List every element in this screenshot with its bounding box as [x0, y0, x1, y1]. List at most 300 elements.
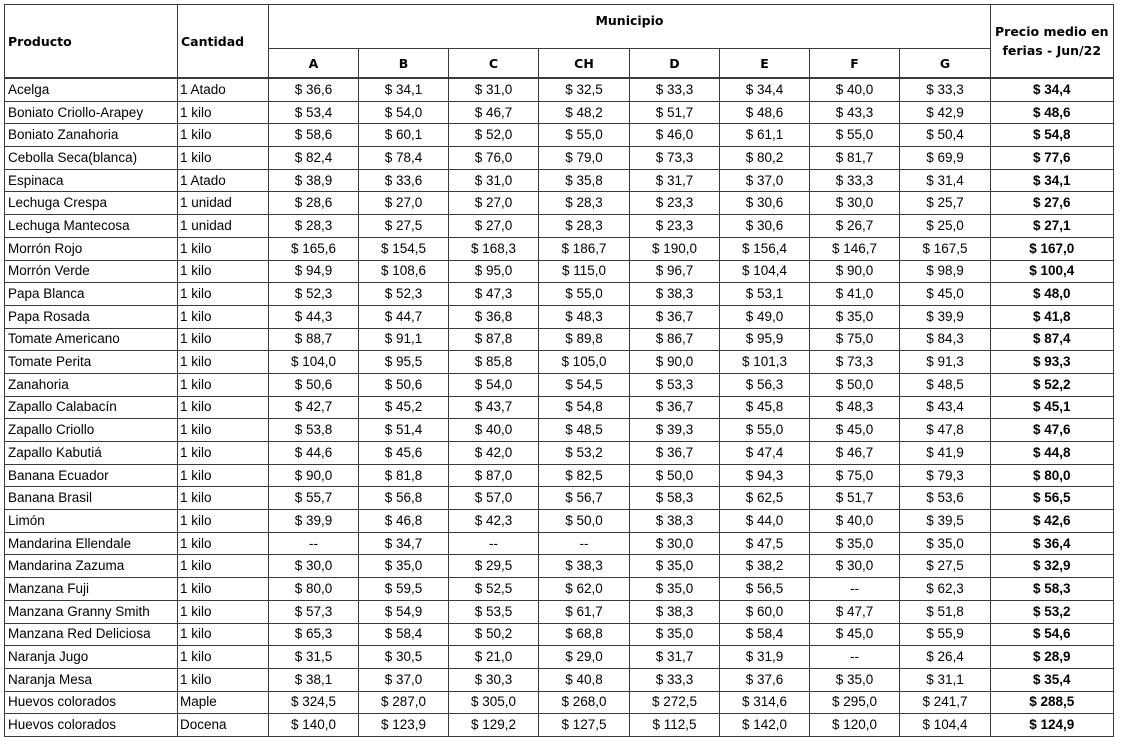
product-cell: Boniato Zanahoria — [5, 124, 178, 147]
price-cell-c: -- — [449, 532, 539, 555]
price-cell-ch: $ 127,5 — [539, 714, 630, 737]
price-cell-e: $ 56,3 — [720, 373, 810, 396]
price-cell-c: $ 52,5 — [449, 578, 539, 601]
price-cell-d: $ 36,7 — [630, 305, 720, 328]
table-row — [5, 646, 1114, 669]
header-quantity: Cantidad — [178, 5, 269, 79]
price-cell-e: $ 34,4 — [720, 78, 810, 101]
table-row — [5, 623, 1114, 646]
price-cell-d: $ 272,5 — [630, 691, 720, 714]
product-cell: Limón — [5, 510, 178, 533]
price-cell-b: $ 56,8 — [359, 487, 449, 510]
quantity-cell: 1 kilo — [178, 260, 269, 283]
price-cell-f: $ 295,0 — [810, 691, 900, 714]
price-cell-e: $ 47,5 — [720, 532, 810, 555]
price-cell-a: $ 165,6 — [269, 237, 359, 260]
price-cell-d: $ 96,7 — [630, 260, 720, 283]
quantity-cell: 1 Atado — [178, 78, 269, 101]
price-cell-ch: $ 54,8 — [539, 396, 630, 419]
price-cell-d: $ 73,3 — [630, 147, 720, 170]
price-cell-ch: $ 53,2 — [539, 442, 630, 465]
quantity-cell: 1 unidad — [178, 215, 269, 238]
price-cell-g: $ 35,0 — [900, 532, 991, 555]
price-cell-a: $ 44,3 — [269, 305, 359, 328]
table-row — [5, 215, 1114, 238]
table-row — [5, 600, 1114, 623]
price-cell-f: $ 45,0 — [810, 623, 900, 646]
average-price-cell: $ 48,0 — [991, 283, 1114, 306]
price-cell-c: $ 21,0 — [449, 646, 539, 669]
header-municipality-f: F — [810, 49, 900, 79]
price-cell-a: $ 58,6 — [269, 124, 359, 147]
price-cell-c: $ 95,0 — [449, 260, 539, 283]
price-cell-f: $ 51,7 — [810, 487, 900, 510]
table-row — [5, 691, 1114, 714]
price-cell-b: $ 78,4 — [359, 147, 449, 170]
product-cell: Tomate Americano — [5, 328, 178, 351]
price-cell-a: $ 104,0 — [269, 351, 359, 374]
price-cell-f: $ 35,0 — [810, 668, 900, 691]
price-cell-e: $ 55,0 — [720, 419, 810, 442]
table-row — [5, 192, 1114, 215]
price-cell-f: $ 73,3 — [810, 351, 900, 374]
price-cell-f: $ 41,0 — [810, 283, 900, 306]
price-cell-a: $ 38,9 — [269, 169, 359, 192]
average-price-cell: $ 167,0 — [991, 237, 1114, 260]
table-row — [5, 578, 1114, 601]
average-price-cell: $ 52,2 — [991, 373, 1114, 396]
average-price-cell: $ 27,6 — [991, 192, 1114, 215]
price-cell-f: -- — [810, 646, 900, 669]
quantity-cell: 1 kilo — [178, 124, 269, 147]
price-cell-d: $ 33,3 — [630, 78, 720, 101]
price-cell-g: $ 55,9 — [900, 623, 991, 646]
price-cell-b: $ 34,7 — [359, 532, 449, 555]
price-cell-g: $ 31,4 — [900, 169, 991, 192]
price-cell-a: $ 90,0 — [269, 464, 359, 487]
quantity-cell: 1 kilo — [178, 442, 269, 465]
price-cell-e: $ 37,6 — [720, 668, 810, 691]
price-cell-c: $ 30,3 — [449, 668, 539, 691]
table-row — [5, 283, 1114, 306]
price-cell-f: $ 30,0 — [810, 555, 900, 578]
price-cell-ch: $ 79,0 — [539, 147, 630, 170]
average-price-cell: $ 53,2 — [991, 600, 1114, 623]
price-cell-b: $ 59,5 — [359, 578, 449, 601]
average-price-cell: $ 87,4 — [991, 328, 1114, 351]
price-cell-d: $ 36,7 — [630, 396, 720, 419]
header-average-price-line1: Precio medio en — [995, 24, 1109, 39]
product-cell: Mandarina Zazuma — [5, 555, 178, 578]
price-cell-e: $ 38,2 — [720, 555, 810, 578]
price-cell-a: $ 36,6 — [269, 78, 359, 101]
price-cell-f: $ 55,0 — [810, 124, 900, 147]
price-cell-c: $ 27,0 — [449, 192, 539, 215]
quantity-cell: 1 kilo — [178, 328, 269, 351]
table-row — [5, 668, 1114, 691]
price-cell-a: $ 88,7 — [269, 328, 359, 351]
price-cell-a: $ 324,5 — [269, 691, 359, 714]
average-price-cell: $ 77,6 — [991, 147, 1114, 170]
price-cell-c: $ 57,0 — [449, 487, 539, 510]
price-cell-ch: $ 40,8 — [539, 668, 630, 691]
average-price-cell: $ 34,4 — [991, 78, 1114, 101]
product-cell: Mandarina Ellendale — [5, 532, 178, 555]
price-cell-b: $ 45,2 — [359, 396, 449, 419]
price-cell-c: $ 31,0 — [449, 78, 539, 101]
price-cell-c: $ 76,0 — [449, 147, 539, 170]
table-row — [5, 260, 1114, 283]
price-cell-a: $ 28,3 — [269, 215, 359, 238]
price-cell-a: $ 53,4 — [269, 101, 359, 124]
average-price-cell: $ 124,9 — [991, 714, 1114, 737]
table-row — [5, 442, 1114, 465]
quantity-cell: 1 kilo — [178, 351, 269, 374]
price-cell-c: $ 47,3 — [449, 283, 539, 306]
product-cell: Manzana Red Deliciosa — [5, 623, 178, 646]
table-row — [5, 532, 1114, 555]
price-cell-ch: $ 32,5 — [539, 78, 630, 101]
price-cell-d: $ 23,3 — [630, 192, 720, 215]
price-table — [4, 4, 1114, 737]
price-cell-g: $ 79,3 — [900, 464, 991, 487]
quantity-cell: 1 kilo — [178, 555, 269, 578]
price-cell-f: $ 35,0 — [810, 532, 900, 555]
price-cell-f: $ 46,7 — [810, 442, 900, 465]
header-product: Producto — [5, 5, 178, 79]
table-row — [5, 78, 1114, 101]
product-cell: Zanahoria — [5, 373, 178, 396]
price-cell-b: $ 35,0 — [359, 555, 449, 578]
price-cell-g: $ 91,3 — [900, 351, 991, 374]
quantity-cell: 1 kilo — [178, 487, 269, 510]
price-table-container — [4, 4, 1114, 737]
price-cell-g: $ 48,5 — [900, 373, 991, 396]
price-cell-e: $ 44,0 — [720, 510, 810, 533]
price-cell-f: $ 30,0 — [810, 192, 900, 215]
price-cell-d: $ 30,0 — [630, 532, 720, 555]
quantity-cell: 1 kilo — [178, 283, 269, 306]
average-price-cell: $ 36,4 — [991, 532, 1114, 555]
quantity-cell: 1 kilo — [178, 373, 269, 396]
average-price-cell: $ 41,8 — [991, 305, 1114, 328]
average-price-cell: $ 32,9 — [991, 555, 1114, 578]
price-cell-e: $ 61,1 — [720, 124, 810, 147]
price-cell-a: $ 65,3 — [269, 623, 359, 646]
price-cell-d: $ 190,0 — [630, 237, 720, 260]
table-row — [5, 351, 1114, 374]
price-cell-ch: $ 54,5 — [539, 373, 630, 396]
price-cell-ch: $ 28,3 — [539, 192, 630, 215]
quantity-cell: 1 kilo — [178, 147, 269, 170]
table-row — [5, 124, 1114, 147]
price-cell-d: $ 90,0 — [630, 351, 720, 374]
price-cell-b: $ 108,6 — [359, 260, 449, 283]
average-price-cell: $ 288,5 — [991, 691, 1114, 714]
price-cell-g: $ 26,4 — [900, 646, 991, 669]
price-cell-g: $ 47,8 — [900, 419, 991, 442]
price-cell-g: $ 31,1 — [900, 668, 991, 691]
price-cell-b: $ 52,3 — [359, 283, 449, 306]
price-cell-e: $ 30,6 — [720, 192, 810, 215]
table-row — [5, 373, 1114, 396]
price-cell-f: $ 75,0 — [810, 328, 900, 351]
price-cell-d: $ 23,3 — [630, 215, 720, 238]
price-cell-d: $ 38,3 — [630, 510, 720, 533]
price-cell-c: $ 46,7 — [449, 101, 539, 124]
header-municipality-b: B — [359, 49, 449, 79]
price-cell-c: $ 168,3 — [449, 237, 539, 260]
product-cell: Banana Ecuador — [5, 464, 178, 487]
price-cell-e: $ 314,6 — [720, 691, 810, 714]
product-cell: Cebolla Seca(blanca) — [5, 147, 178, 170]
price-cell-d: $ 31,7 — [630, 169, 720, 192]
price-cell-f: $ 90,0 — [810, 260, 900, 283]
price-cell-f: $ 40,0 — [810, 510, 900, 533]
price-cell-a: $ 44,6 — [269, 442, 359, 465]
price-cell-f: $ 47,7 — [810, 600, 900, 623]
product-cell: Morrón Rojo — [5, 237, 178, 260]
product-cell: Papa Blanca — [5, 283, 178, 306]
price-cell-b: $ 91,1 — [359, 328, 449, 351]
price-cell-ch: $ 28,3 — [539, 215, 630, 238]
price-cell-g: $ 53,6 — [900, 487, 991, 510]
price-cell-a: $ 42,7 — [269, 396, 359, 419]
header-municipality-g: G — [900, 49, 991, 79]
average-price-cell: $ 54,8 — [991, 124, 1114, 147]
price-cell-a: $ 31,5 — [269, 646, 359, 669]
header-municipality-e: E — [720, 49, 810, 79]
price-cell-ch: $ 48,3 — [539, 305, 630, 328]
quantity-cell: 1 kilo — [178, 464, 269, 487]
table-row — [5, 305, 1114, 328]
table-row — [5, 487, 1114, 510]
price-cell-ch: $ 50,0 — [539, 510, 630, 533]
price-cell-b: $ 95,5 — [359, 351, 449, 374]
price-cell-a: $ 94,9 — [269, 260, 359, 283]
price-cell-g: $ 43,4 — [900, 396, 991, 419]
price-cell-a: $ 28,6 — [269, 192, 359, 215]
average-price-cell: $ 45,1 — [991, 396, 1114, 419]
price-cell-a: $ 30,0 — [269, 555, 359, 578]
price-cell-ch: $ 105,0 — [539, 351, 630, 374]
price-cell-ch: $ 62,0 — [539, 578, 630, 601]
price-cell-a: -- — [269, 532, 359, 555]
price-cell-a: $ 39,9 — [269, 510, 359, 533]
price-cell-g: $ 51,8 — [900, 600, 991, 623]
quantity-cell: 1 kilo — [178, 532, 269, 555]
header-municipality-a: A — [269, 49, 359, 79]
price-cell-f: $ 40,0 — [810, 78, 900, 101]
price-cell-g: $ 45,0 — [900, 283, 991, 306]
product-cell: Huevos colorados — [5, 714, 178, 737]
price-cell-g: $ 25,0 — [900, 215, 991, 238]
table-row — [5, 714, 1114, 737]
price-cell-c: $ 36,8 — [449, 305, 539, 328]
price-cell-b: $ 287,0 — [359, 691, 449, 714]
product-cell: Zapallo Calabacín — [5, 396, 178, 419]
quantity-cell: 1 kilo — [178, 510, 269, 533]
price-cell-d: $ 46,0 — [630, 124, 720, 147]
price-cell-b: $ 81,8 — [359, 464, 449, 487]
product-cell: Naranja Mesa — [5, 668, 178, 691]
price-cell-c: $ 87,0 — [449, 464, 539, 487]
price-cell-c: $ 53,5 — [449, 600, 539, 623]
average-price-cell: $ 93,3 — [991, 351, 1114, 374]
price-cell-ch: $ 115,0 — [539, 260, 630, 283]
price-cell-d: $ 50,0 — [630, 464, 720, 487]
price-cell-d: $ 35,0 — [630, 555, 720, 578]
price-cell-b: $ 58,4 — [359, 623, 449, 646]
price-cell-b: $ 50,6 — [359, 373, 449, 396]
price-cell-ch: $ 186,7 — [539, 237, 630, 260]
average-price-cell: $ 35,4 — [991, 668, 1114, 691]
header-municipality-d: D — [630, 49, 720, 79]
price-cell-g: $ 25,7 — [900, 192, 991, 215]
quantity-cell: 1 Atado — [178, 169, 269, 192]
price-cell-f: $ 50,0 — [810, 373, 900, 396]
average-price-cell: $ 56,5 — [991, 487, 1114, 510]
price-cell-f: $ 26,7 — [810, 215, 900, 238]
price-cell-a: $ 55,7 — [269, 487, 359, 510]
quantity-cell: 1 kilo — [178, 623, 269, 646]
table-row — [5, 328, 1114, 351]
quantity-cell: 1 kilo — [178, 305, 269, 328]
price-cell-b: $ 37,0 — [359, 668, 449, 691]
table-row — [5, 555, 1114, 578]
price-cell-b: $ 54,0 — [359, 101, 449, 124]
product-cell: Acelga — [5, 78, 178, 101]
quantity-cell: 1 kilo — [178, 668, 269, 691]
price-cell-e: $ 56,5 — [720, 578, 810, 601]
product-cell: Naranja Jugo — [5, 646, 178, 669]
price-cell-b: $ 154,5 — [359, 237, 449, 260]
price-cell-c: $ 87,8 — [449, 328, 539, 351]
price-cell-g: $ 62,3 — [900, 578, 991, 601]
product-cell: Lechuga Crespa — [5, 192, 178, 215]
price-cell-a: $ 38,1 — [269, 668, 359, 691]
product-cell: Zapallo Criollo — [5, 419, 178, 442]
price-cell-b: $ 45,6 — [359, 442, 449, 465]
quantity-cell: 1 kilo — [178, 237, 269, 260]
price-cell-f: $ 120,0 — [810, 714, 900, 737]
price-cell-f: $ 48,3 — [810, 396, 900, 419]
price-cell-d: $ 53,3 — [630, 373, 720, 396]
table-body — [5, 78, 1114, 736]
price-cell-d: $ 112,5 — [630, 714, 720, 737]
price-cell-f: $ 81,7 — [810, 147, 900, 170]
average-price-cell: $ 54,6 — [991, 623, 1114, 646]
price-cell-g: $ 98,9 — [900, 260, 991, 283]
price-cell-ch: $ 35,8 — [539, 169, 630, 192]
price-cell-b: $ 30,5 — [359, 646, 449, 669]
average-price-cell: $ 58,3 — [991, 578, 1114, 601]
price-cell-ch: $ 48,5 — [539, 419, 630, 442]
price-cell-f: $ 45,0 — [810, 419, 900, 442]
price-cell-c: $ 52,0 — [449, 124, 539, 147]
price-cell-a: $ 80,0 — [269, 578, 359, 601]
price-cell-ch: -- — [539, 532, 630, 555]
product-cell: Boniato Criollo-Arapey — [5, 101, 178, 124]
price-cell-a: $ 52,3 — [269, 283, 359, 306]
price-cell-d: $ 33,3 — [630, 668, 720, 691]
price-cell-ch: $ 38,3 — [539, 555, 630, 578]
price-cell-e: $ 53,1 — [720, 283, 810, 306]
product-cell: Morrón Verde — [5, 260, 178, 283]
price-cell-g: $ 39,5 — [900, 510, 991, 533]
product-cell: Espinaca — [5, 169, 178, 192]
price-cell-g: $ 69,9 — [900, 147, 991, 170]
price-cell-g: $ 33,3 — [900, 78, 991, 101]
price-cell-ch: $ 55,0 — [539, 124, 630, 147]
table-row — [5, 101, 1114, 124]
price-cell-e: $ 37,0 — [720, 169, 810, 192]
price-cell-ch: $ 268,0 — [539, 691, 630, 714]
price-cell-ch: $ 55,0 — [539, 283, 630, 306]
price-cell-ch: $ 82,5 — [539, 464, 630, 487]
price-cell-c: $ 42,3 — [449, 510, 539, 533]
price-cell-c: $ 42,0 — [449, 442, 539, 465]
table-row — [5, 169, 1114, 192]
price-cell-a: $ 140,0 — [269, 714, 359, 737]
price-cell-f: $ 146,7 — [810, 237, 900, 260]
price-cell-f: $ 75,0 — [810, 464, 900, 487]
table-row — [5, 464, 1114, 487]
product-cell: Tomate Perita — [5, 351, 178, 374]
average-price-cell: $ 44,8 — [991, 442, 1114, 465]
price-cell-e: $ 47,4 — [720, 442, 810, 465]
price-cell-g: $ 84,3 — [900, 328, 991, 351]
price-cell-g: $ 42,9 — [900, 101, 991, 124]
average-price-cell: $ 47,6 — [991, 419, 1114, 442]
average-price-cell: $ 48,6 — [991, 101, 1114, 124]
price-cell-b: $ 34,1 — [359, 78, 449, 101]
quantity-cell: 1 kilo — [178, 646, 269, 669]
price-cell-g: $ 41,9 — [900, 442, 991, 465]
header-average-price — [991, 5, 1114, 79]
price-cell-e: $ 80,2 — [720, 147, 810, 170]
product-cell: Huevos colorados — [5, 691, 178, 714]
price-cell-d: $ 31,7 — [630, 646, 720, 669]
table-row — [5, 237, 1114, 260]
price-cell-e: $ 31,9 — [720, 646, 810, 669]
quantity-cell: 1 kilo — [178, 600, 269, 623]
price-cell-d: $ 38,3 — [630, 600, 720, 623]
price-cell-a: $ 82,4 — [269, 147, 359, 170]
price-cell-e: $ 95,9 — [720, 328, 810, 351]
price-cell-c: $ 54,0 — [449, 373, 539, 396]
price-cell-ch: $ 29,0 — [539, 646, 630, 669]
price-cell-ch: $ 61,7 — [539, 600, 630, 623]
quantity-cell: 1 kilo — [178, 578, 269, 601]
quantity-cell: 1 unidad — [178, 192, 269, 215]
price-cell-e: $ 142,0 — [720, 714, 810, 737]
price-cell-d: $ 86,7 — [630, 328, 720, 351]
price-cell-b: $ 27,0 — [359, 192, 449, 215]
price-cell-f: $ 35,0 — [810, 305, 900, 328]
price-cell-c: $ 305,0 — [449, 691, 539, 714]
price-cell-b: $ 51,4 — [359, 419, 449, 442]
price-cell-b: $ 33,6 — [359, 169, 449, 192]
price-cell-e: $ 104,4 — [720, 260, 810, 283]
price-cell-ch: $ 56,7 — [539, 487, 630, 510]
price-cell-d: $ 51,7 — [630, 101, 720, 124]
price-cell-ch: $ 89,8 — [539, 328, 630, 351]
price-cell-b: $ 46,8 — [359, 510, 449, 533]
average-price-cell: $ 27,1 — [991, 215, 1114, 238]
product-cell: Lechuga Mantecosa — [5, 215, 178, 238]
price-cell-d: $ 36,7 — [630, 442, 720, 465]
